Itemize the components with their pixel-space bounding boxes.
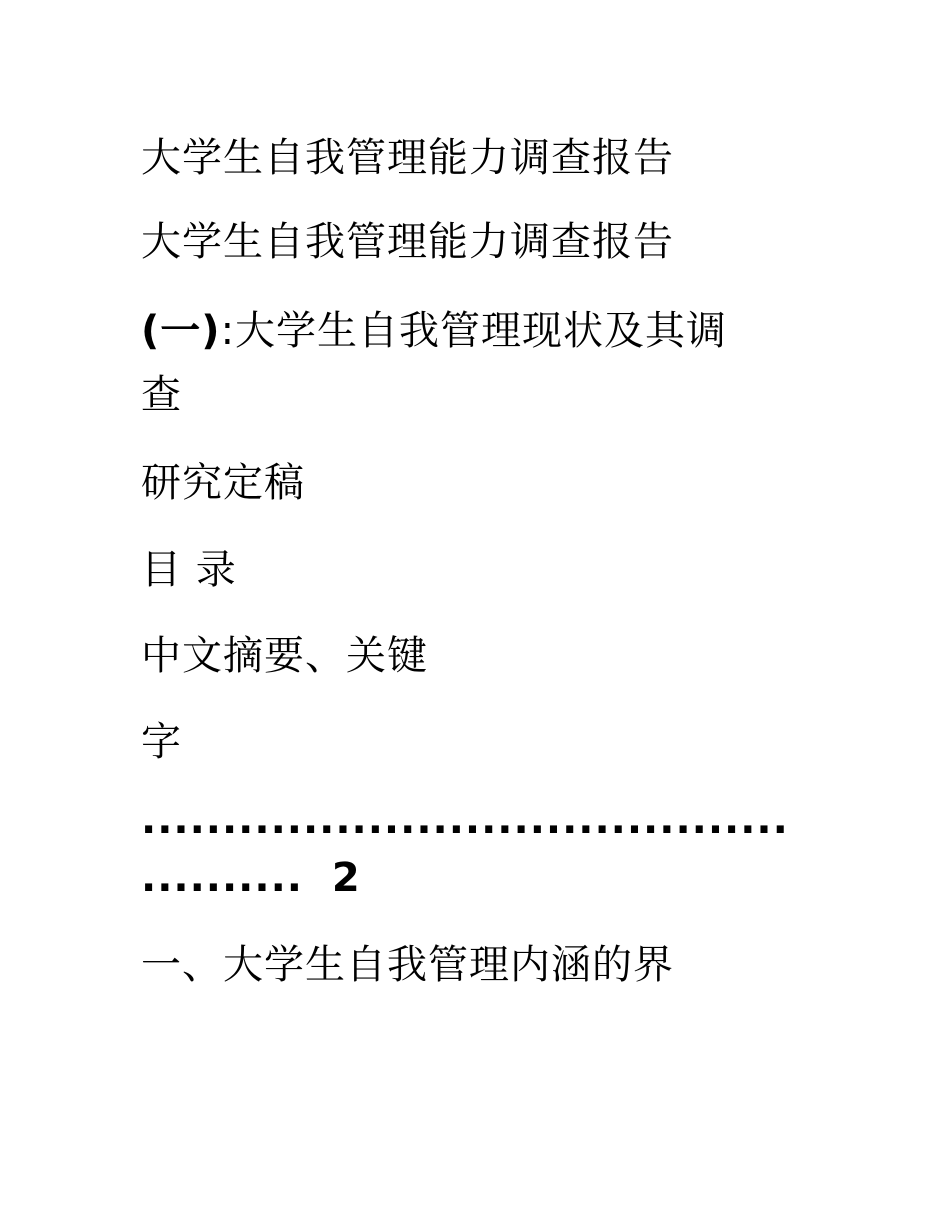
toc-entry-label: 中文摘要、关键: [141, 633, 428, 679]
toc-heading: 目 录: [141, 547, 237, 593]
toc-entry-label-continuation: 字: [141, 719, 182, 765]
section-subtitle-continuation: 查: [141, 372, 182, 418]
section-subtitle-text: :大学生自我管理现状及其调: [220, 308, 728, 354]
toc-leader-dots: ........................................: [141, 797, 789, 843]
document-title: 大学生自我管理能力调查报告: [141, 135, 674, 181]
document-status: 研究定稿: [141, 460, 305, 506]
toc-entry-label: 一、大学生自我管理内涵的界: [141, 942, 674, 988]
section-subtitle: [141, 307, 727, 355]
document-title-repeat: 大学生自我管理能力调查报告: [141, 219, 674, 265]
toc-leader-row: [141, 854, 361, 902]
toc-leader-dots-end: ..........: [141, 855, 303, 901]
section-number: (一): [141, 308, 221, 354]
toc-page-number: 2: [331, 855, 361, 901]
